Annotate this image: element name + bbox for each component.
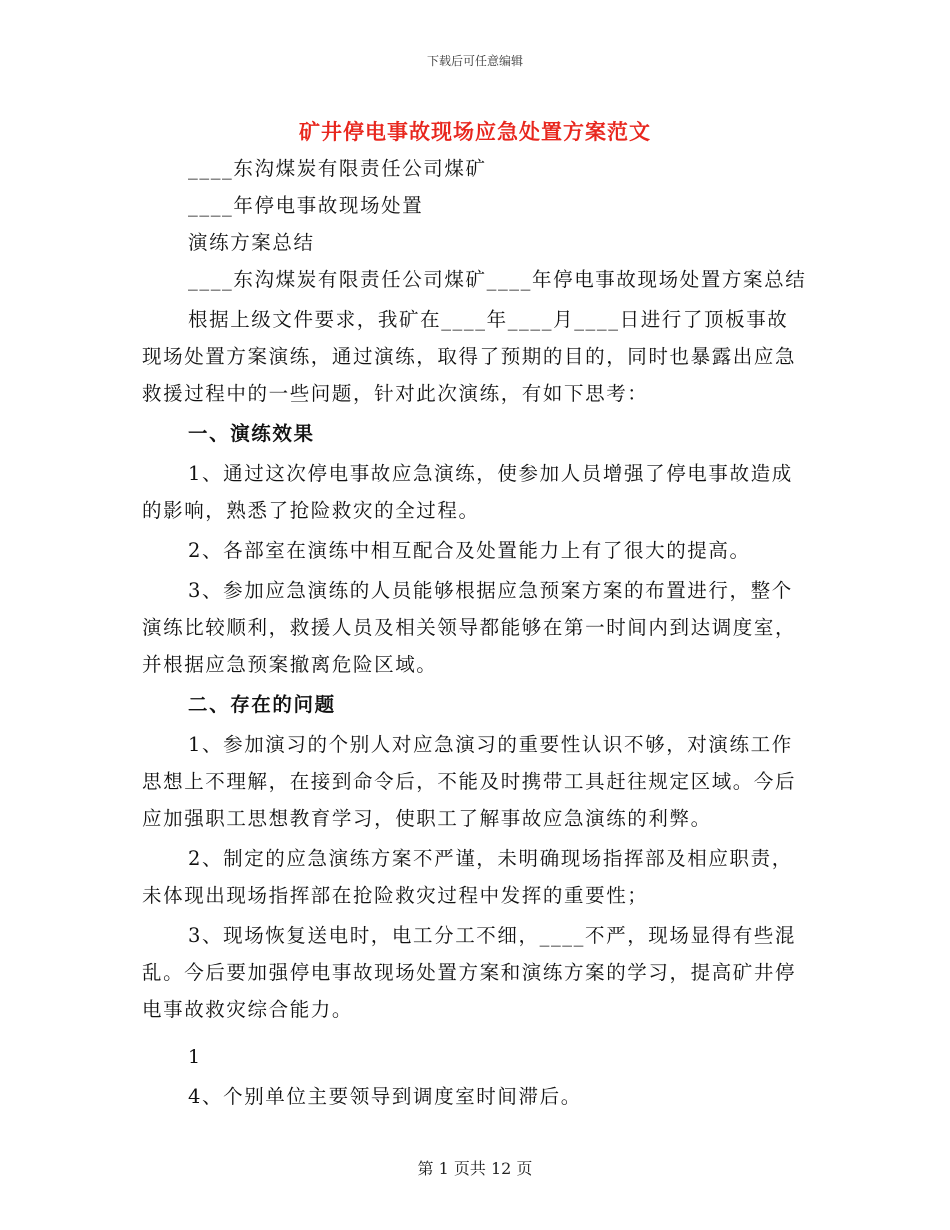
document-title: 矿井停电事故现场应急处置方案范文: [299, 119, 651, 144]
section2-item-4: 4、个别单位主要领导到调度室时间滞后。: [188, 1085, 582, 1108]
section1-item-3: 3、参加应急演练的人员能够根据应急预案方案的布置进行，整个演练比较顺利，救援人员及相关领导都能够在第一时间内到达调度室，并根据应急预案撤离危险区域。: [142, 579, 797, 676]
summary-line: 演练方案总结: [188, 231, 315, 254]
page-footer: 第 1 页共 12 页: [417, 1159, 533, 1178]
section1-item-1: 1、通过这次停电事故应急演练，使参加人员增强了停电事故造成的影响，熟悉了抢险救灾的全过程。: [142, 462, 793, 522]
section2-item-3: 3、现场恢复送电时，电工分工不细，____不严，现场显得有些混乱。今后要加强停电事故现场处置方案和演练方案的学习，提高矿井停电事故救灾综合能力。: [142, 924, 797, 1021]
section1-heading: 一、演练效果: [188, 422, 315, 445]
section2-item-1: 1、参加演习的个别人对应急演习的重要性认识不够，对演练工作思想上不理解，在接到命令后，不能及时携带工具赶往规定区域。今后应加强职工思想教育学习，使职工了解事故应急演练的利弊。: [142, 733, 797, 830]
year-line: ____年停电事故现场处置: [188, 194, 424, 217]
company-line: ____东沟煤炭有限责任公司煤矿: [188, 157, 487, 180]
subtitle-line: ____东沟煤炭有限责任公司煤矿____年停电事故现场处置方案总结: [188, 268, 807, 291]
section2-heading: 二、存在的问题: [188, 693, 336, 716]
header-note: 下载后可任意编辑: [426, 54, 523, 68]
document-body: [142, 150, 808, 1028]
intro-paragraph: 根据上级文件要求，我矿在____年____月____日进行了顶板事故现场处置方案演练，通过演练，取得了预期的目的，同时也暴露出应急救援过程中的一些问题，针对此次演练，有如下思考：: [142, 308, 797, 405]
section2-item-2: 2、制定的应急演练方案不严谨，未明确现场指挥部及相应职责，未体现出现场指挥部在抢险救灾过程中发挥的重要性；: [142, 847, 793, 907]
section2-item-4-wrap: [142, 1078, 808, 1115]
inline-page-number: 1: [188, 1046, 201, 1068]
section1-item-2: 2、各部室在演练中相互配合及处置能力上有了很大的提高。: [188, 539, 751, 562]
